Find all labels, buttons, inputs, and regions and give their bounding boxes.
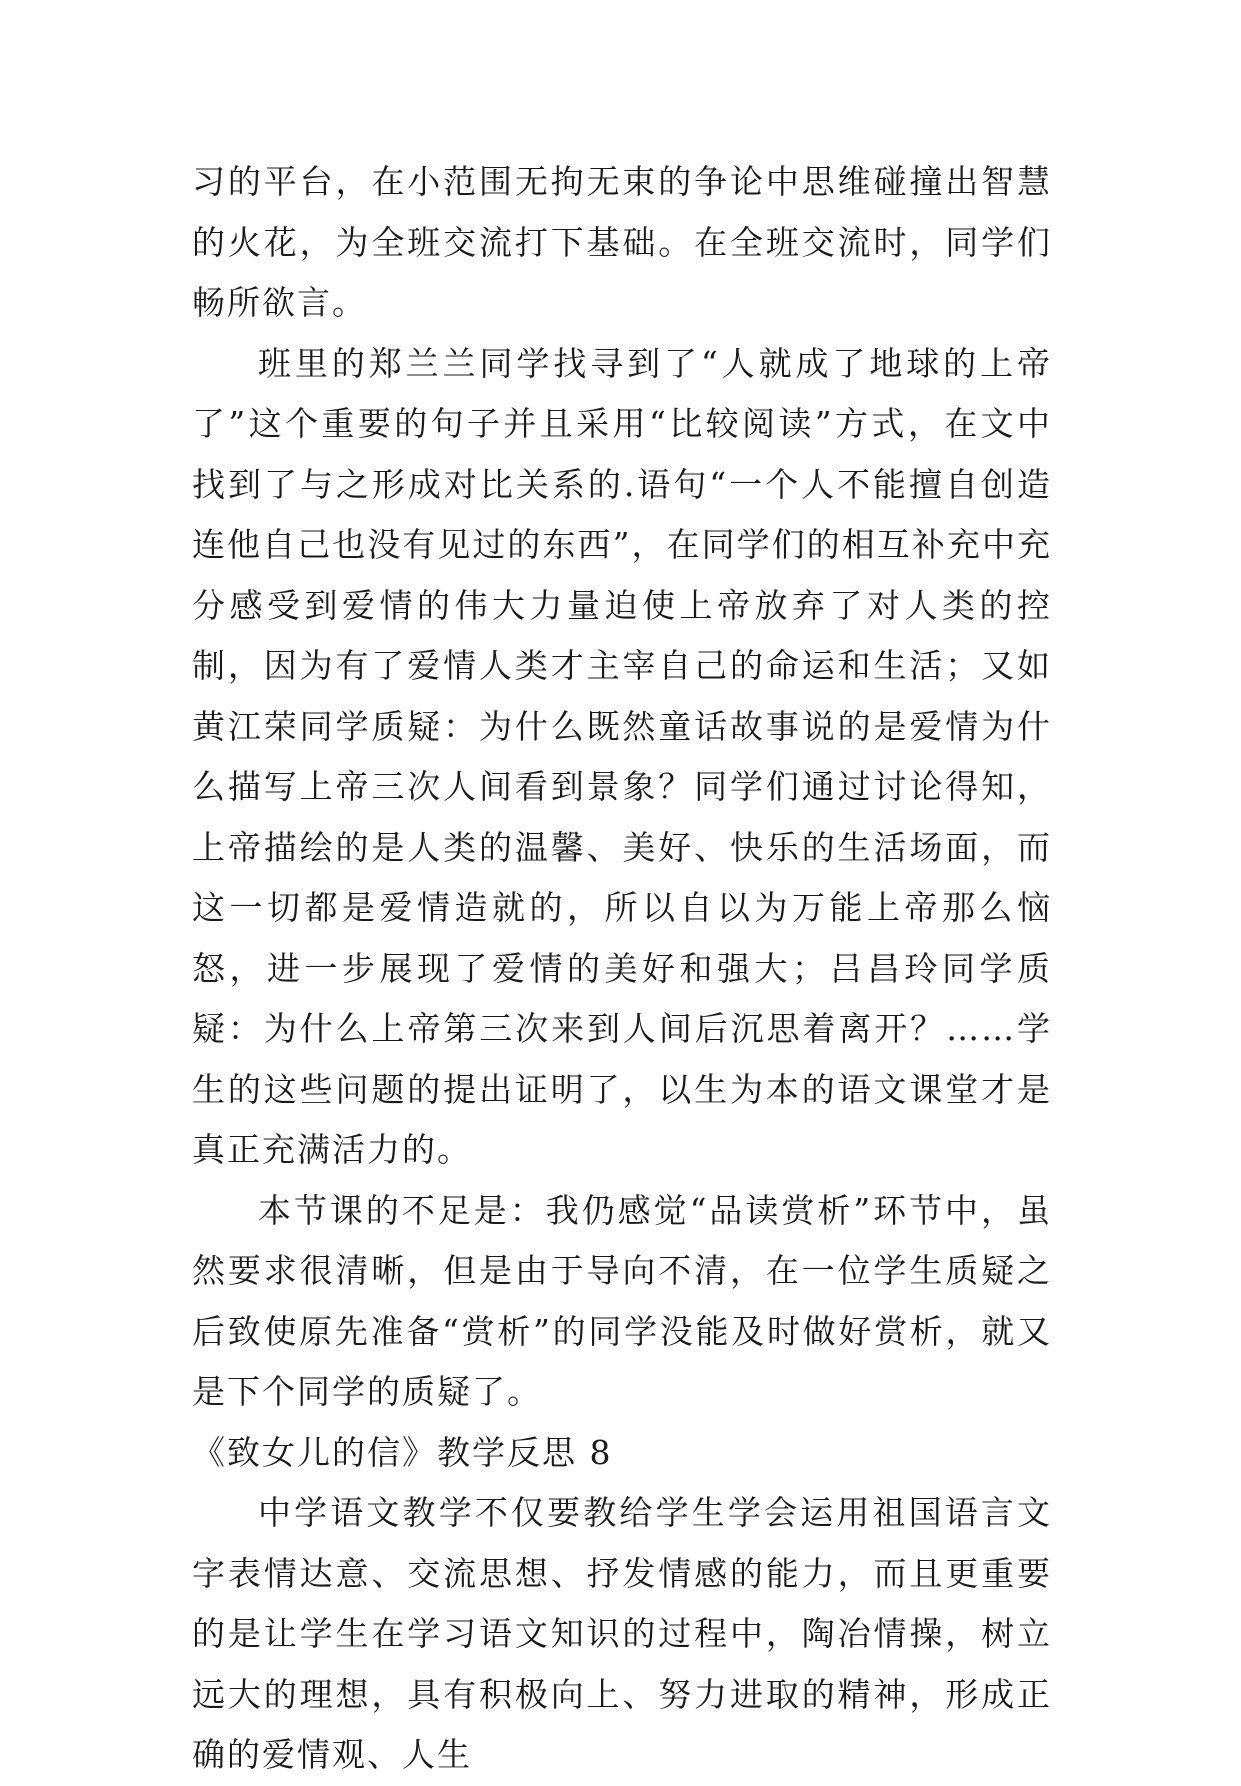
paragraph-chinese-teaching: 中学语文教学不仅要教给学生学会运用祖国语言文字表情达意、交流思想、抒发情感的能力，而且更重要的是让学生在学习语文知识的过程中，陶冶情操，树立远大的理想，具有积极向上、努力进取的精神，形成正确的爱情观、人生 (192, 1493, 1052, 1774)
section-heading: 《致女儿的信》教学反思 8 (192, 1432, 613, 1472)
paragraph-shortcomings: 本节课的不足是：我仍感觉“品读赏析”环节中，虽然要求很清晰，但是由于导向不清，在一位学生质疑之后致使原先准备“赏析”的同学没能及时做好赏析，就又是下个同学的质疑了。 (192, 1190, 1052, 1411)
document-body (192, 152, 1052, 1786)
paragraph-zheng-lanlan: 班里的郑兰兰同学找寻到了“人就成了地球的上帝了”这个重要的句子并且采用“比较阅读”方式，在文中找到了与之形成对比关系的.语句“一个人不能擅自创造连他自己也没有见过的东西”，在同学们的相互补充中充分感受到爱情的伟大力量迫使上帝放弃了对人类的控制，因为有了爱情人类才主宰自己的命运和生活；又如黄江荣同学质疑：为什么既然童话故事说的是爱情为什么描写上帝三次人间看到景象？同学们通过讨论得知，上帝描绘的是人类的温馨、美好、快乐的生活场面，而这一切都是爱情造就的，所以自以为万能上帝那么恼怒，进一步展现了爱情的美好和强大；吕昌玲同学质疑：为什么上帝第三次来到人间后沉思着离开？……学生的这些问题的提出证明了，以生为本的语文课堂才是真正充满活力的。 (192, 343, 1052, 1169)
paragraph-continuation: 习的平台，在小范围无拘无束的争论中思维碰撞出智慧的火花，为全班交流打下基础。在全班交流时，同学们畅所欲言。 (192, 162, 1052, 322)
